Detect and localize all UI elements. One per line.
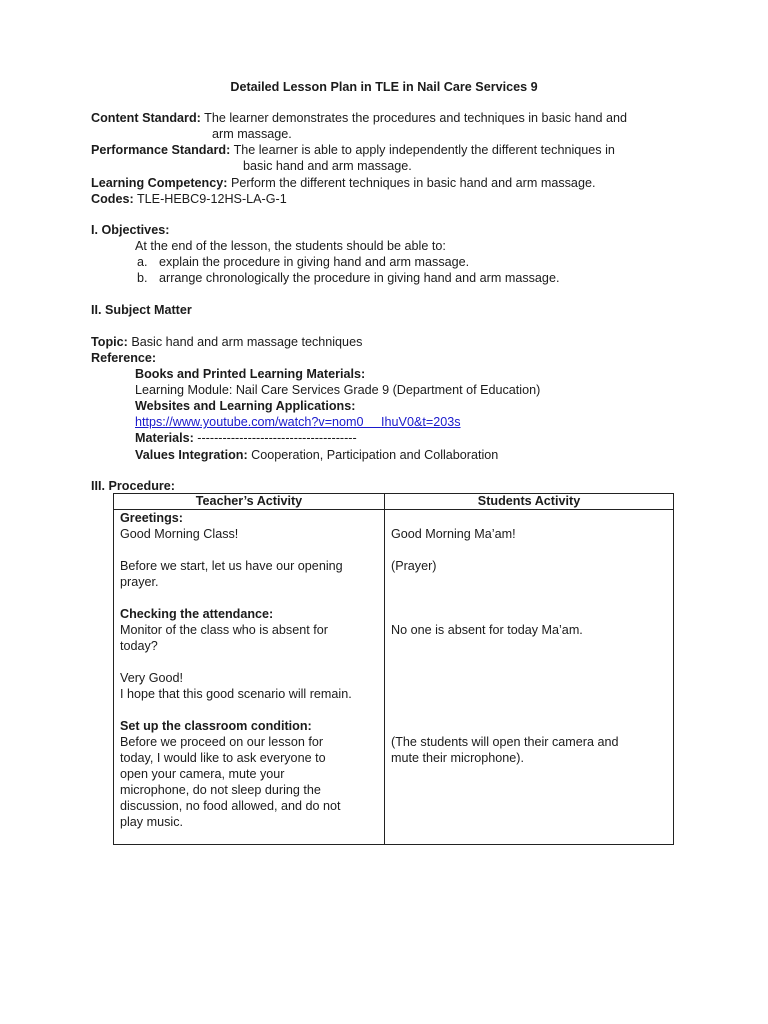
- hope-line: I hope that this good scenario will remain.: [120, 687, 352, 701]
- content-standard: [91, 110, 627, 126]
- values-label: Values Integration:: [135, 448, 248, 462]
- attendance-label: Checking the attendance:: [120, 607, 274, 621]
- codes-label: Codes:: [91, 192, 134, 206]
- prayer-line-2: prayer.: [120, 575, 159, 589]
- procedure-heading: III. Procedure:: [91, 479, 175, 493]
- students-greeting: Good Morning Ma’am!: [391, 527, 516, 541]
- materials: [135, 430, 357, 446]
- table-header-row: [114, 494, 674, 510]
- objective-text: arrange chronologically the procedure in giving hand and arm massage.: [159, 271, 560, 285]
- objective-marker: b.: [137, 271, 148, 285]
- objective-marker: a.: [137, 255, 148, 269]
- website-link[interactable]: https://www.youtube.com/watch?v=nom0 IhuV0&t=203s: [135, 415, 461, 429]
- teacher-activity-header: Teacher’s Activity: [114, 494, 385, 510]
- very-good: Very Good!: [120, 671, 184, 685]
- books-text: Learning Module: Nail Care Services Grade 9 (Department of Education): [135, 383, 541, 397]
- table-row: [114, 510, 674, 845]
- setup-line: play music.: [120, 815, 183, 829]
- performance-standard-continued: basic hand and arm massage.: [243, 159, 412, 173]
- objectives-heading: I. Objectives:: [91, 223, 170, 237]
- performance-standard-label: Performance Standard:: [91, 143, 231, 157]
- procedure-table: [113, 493, 674, 845]
- website-row: [135, 414, 461, 430]
- attendance-line-1: Monitor of the class who is absent for: [120, 623, 328, 637]
- websites-label: Websites and Learning Applications:: [135, 399, 356, 413]
- students-setup-line-2: mute their microphone).: [391, 751, 524, 765]
- objective-text: explain the procedure in giving hand and arm massage.: [159, 255, 470, 269]
- setup-line: today, I would like to ask everyone to: [120, 751, 326, 765]
- students-prayer: (Prayer): [391, 559, 437, 573]
- values-integration: [135, 447, 498, 463]
- document-title: Detailed Lesson Plan in TLE in Nail Care Services 9: [230, 80, 538, 94]
- setup-line: discussion, no food allowed, and do not: [120, 799, 341, 813]
- values-text: Cooperation, Participation and Collaboration: [251, 448, 499, 462]
- learning-competency-label: Learning Competency:: [91, 176, 228, 190]
- setup-line: microphone, do not sleep during the: [120, 783, 321, 797]
- objective-item: [137, 254, 469, 270]
- learning-competency-text: Perform the different techniques in basic hand and arm massage.: [230, 176, 596, 190]
- performance-standard: [91, 142, 615, 158]
- attendance-line-2: today?: [120, 639, 158, 653]
- topic: [91, 334, 362, 350]
- codes-text: TLE-HEBC9-12HS-LA-G-1: [136, 192, 287, 206]
- students-attendance: No one is absent for today Ma’am.: [391, 623, 583, 637]
- materials-text: --------------------------------------: [197, 431, 357, 445]
- content-standard-text: The learner demonstrates the procedures and techniques in basic hand and: [204, 111, 627, 125]
- content-standard-label: Content Standard:: [91, 111, 201, 125]
- topic-text: Basic hand and arm massage techniques: [131, 335, 363, 349]
- greetings-label: Greetings:: [120, 511, 183, 525]
- objective-item: [137, 270, 559, 286]
- students-activity-header: Students Activity: [385, 494, 674, 510]
- performance-standard-text: The learner is able to apply independently the different techniques in: [233, 143, 615, 157]
- books-label: Books and Printed Learning Materials:: [135, 367, 366, 381]
- materials-label: Materials:: [135, 431, 194, 445]
- setup-line: open your camera, mute your: [120, 767, 285, 781]
- teacher-greeting: Good Morning Class!: [120, 527, 239, 541]
- learning-competency: [91, 175, 595, 191]
- codes: [91, 191, 287, 207]
- students-activity-cell: [385, 510, 674, 845]
- prayer-line-1: Before we start, let us have our opening: [120, 559, 343, 573]
- teacher-activity-cell: [114, 510, 385, 845]
- topic-label: Topic:: [91, 335, 128, 349]
- students-setup-line-1: (The students will open their camera and: [391, 735, 619, 749]
- setup-label: Set up the classroom condition:: [120, 719, 312, 733]
- subject-matter-heading: II. Subject Matter: [91, 303, 192, 317]
- objectives-intro: At the end of the lesson, the students should be able to:: [135, 239, 446, 253]
- setup-line: Before we proceed on our lesson for: [120, 735, 324, 749]
- reference-label: Reference:: [91, 351, 157, 365]
- content-standard-continued: arm massage.: [212, 127, 292, 141]
